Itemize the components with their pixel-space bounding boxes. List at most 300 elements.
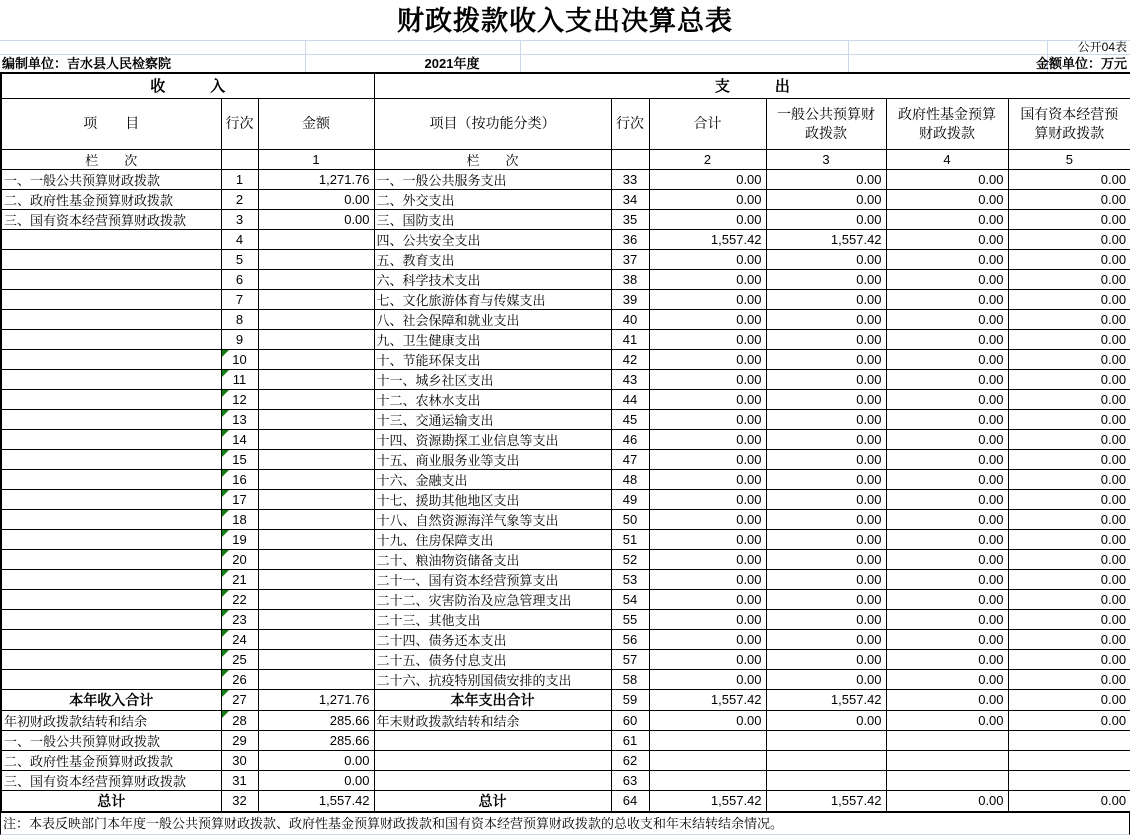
lane-col-1[interactable]: 1 (258, 149, 374, 169)
state-capital-amount-cell[interactable]: 0.00 (1008, 689, 1130, 710)
govt-fund-amount-cell[interactable]: 0.00 (886, 209, 1008, 229)
expenditure-row-no-cell[interactable]: 35 (611, 209, 649, 229)
income-row-no-cell[interactable]: 26 (221, 669, 258, 689)
income-item-cell[interactable] (1, 369, 221, 389)
income-amount-cell[interactable] (258, 449, 374, 469)
col-header-state-capital[interactable]: 国有资本经营预 算财政拨款 (1008, 98, 1130, 149)
expenditure-item-cell[interactable]: 七、文化旅游体育与传媒支出 (374, 289, 611, 309)
income-amount-cell[interactable] (258, 409, 374, 429)
expenditure-row-no-cell[interactable]: 41 (611, 329, 649, 349)
income-section-header[interactable]: 收 入 (1, 73, 374, 98)
govt-fund-amount-cell[interactable] (886, 750, 1008, 770)
income-amount-cell[interactable] (258, 489, 374, 509)
state-capital-amount-cell[interactable]: 0.00 (1008, 369, 1130, 389)
state-capital-amount-cell[interactable]: 0.00 (1008, 649, 1130, 669)
income-amount-cell[interactable] (258, 389, 374, 409)
general-budget-amount-cell[interactable]: 1,557.42 (766, 790, 886, 812)
income-row-no-cell[interactable]: 25 (221, 649, 258, 669)
state-capital-amount-cell[interactable]: 0.00 (1008, 509, 1130, 529)
state-capital-amount-cell[interactable]: 0.00 (1008, 409, 1130, 429)
govt-fund-amount-cell[interactable]: 0.00 (886, 249, 1008, 269)
lane-blank-1[interactable] (221, 149, 258, 169)
total-amount-cell[interactable]: 0.00 (649, 389, 766, 409)
expenditure-item-cell[interactable]: 二十二、灾害防治及应急管理支出 (374, 589, 611, 609)
general-budget-amount-cell[interactable]: 0.00 (766, 469, 886, 489)
general-budget-amount-cell[interactable]: 0.00 (766, 269, 886, 289)
expenditure-row-no-cell[interactable]: 42 (611, 349, 649, 369)
general-budget-amount-cell[interactable]: 0.00 (766, 569, 886, 589)
lane-blank-2[interactable] (611, 149, 649, 169)
govt-fund-amount-cell[interactable]: 0.00 (886, 269, 1008, 289)
income-row-no-cell[interactable]: 3 (221, 209, 258, 229)
expenditure-item-cell[interactable]: 年末财政拨款结转和结余 (374, 710, 611, 730)
total-amount-cell[interactable]: 0.00 (649, 429, 766, 449)
total-amount-cell[interactable]: 0.00 (649, 469, 766, 489)
income-row-no-cell[interactable]: 27 (221, 689, 258, 710)
general-budget-amount-cell[interactable] (766, 770, 886, 790)
income-row-no-cell[interactable]: 14 (221, 429, 258, 449)
expenditure-item-cell[interactable]: 二十六、抗疫特别国债安排的支出 (374, 669, 611, 689)
expenditure-row-no-cell[interactable]: 46 (611, 429, 649, 449)
state-capital-amount-cell[interactable]: 0.00 (1008, 609, 1130, 629)
income-row-no-cell[interactable]: 2 (221, 189, 258, 209)
total-amount-cell[interactable]: 0.00 (649, 269, 766, 289)
general-budget-amount-cell[interactable] (766, 730, 886, 750)
state-capital-amount-cell[interactable]: 0.00 (1008, 569, 1130, 589)
income-amount-cell[interactable]: 0.00 (258, 209, 374, 229)
govt-fund-amount-cell[interactable]: 0.00 (886, 609, 1008, 629)
general-budget-amount-cell[interactable]: 0.00 (766, 489, 886, 509)
state-capital-amount-cell[interactable]: 0.00 (1008, 589, 1130, 609)
income-amount-cell[interactable] (258, 269, 374, 289)
income-item-cell[interactable]: 二、政府性基金预算财政拨款 (1, 750, 221, 770)
total-amount-cell[interactable] (649, 750, 766, 770)
income-row-no-cell[interactable]: 28 (221, 710, 258, 730)
income-row-no-cell[interactable]: 21 (221, 569, 258, 589)
total-amount-cell[interactable]: 1,557.42 (649, 790, 766, 812)
income-item-cell[interactable] (1, 529, 221, 549)
expenditure-section-header[interactable]: 支 出 (374, 73, 1130, 98)
total-amount-cell[interactable]: 0.00 (649, 209, 766, 229)
expenditure-item-cell[interactable]: 十、节能环保支出 (374, 349, 611, 369)
total-amount-cell[interactable]: 0.00 (649, 489, 766, 509)
general-budget-amount-cell[interactable]: 0.00 (766, 289, 886, 309)
govt-fund-amount-cell[interactable] (886, 730, 1008, 750)
general-budget-amount-cell[interactable] (766, 750, 886, 770)
state-capital-amount-cell[interactable]: 0.00 (1008, 189, 1130, 209)
income-row-no-cell[interactable]: 9 (221, 329, 258, 349)
income-item-cell[interactable] (1, 229, 221, 249)
income-row-no-cell[interactable]: 10 (221, 349, 258, 369)
income-item-cell[interactable] (1, 669, 221, 689)
expenditure-row-no-cell[interactable]: 58 (611, 669, 649, 689)
expenditure-item-cell[interactable]: 三、国防支出 (374, 209, 611, 229)
income-amount-cell[interactable] (258, 309, 374, 329)
total-amount-cell[interactable]: 0.00 (649, 629, 766, 649)
expenditure-row-no-cell[interactable]: 50 (611, 509, 649, 529)
expenditure-item-cell[interactable]: 十五、商业服务业等支出 (374, 449, 611, 469)
expenditure-row-no-cell[interactable]: 56 (611, 629, 649, 649)
expenditure-row-no-cell[interactable]: 43 (611, 369, 649, 389)
income-row-no-cell[interactable]: 7 (221, 289, 258, 309)
total-amount-cell[interactable]: 0.00 (649, 169, 766, 189)
state-capital-amount-cell[interactable]: 0.00 (1008, 269, 1130, 289)
state-capital-amount-cell[interactable] (1008, 770, 1130, 790)
state-capital-amount-cell[interactable] (1008, 730, 1130, 750)
income-item-cell[interactable]: 一、一般公共预算财政拨款 (1, 730, 221, 750)
expenditure-item-cell[interactable]: 二、外交支出 (374, 189, 611, 209)
state-capital-amount-cell[interactable]: 0.00 (1008, 449, 1130, 469)
state-capital-amount-cell[interactable]: 0.00 (1008, 710, 1130, 730)
expenditure-item-cell[interactable]: 一、一般公共服务支出 (374, 169, 611, 189)
general-budget-amount-cell[interactable]: 0.00 (766, 629, 886, 649)
income-item-cell[interactable] (1, 469, 221, 489)
general-budget-amount-cell[interactable]: 0.00 (766, 609, 886, 629)
income-item-cell[interactable]: 二、政府性基金预算财政拨款 (1, 189, 221, 209)
expenditure-item-cell[interactable]: 二十五、债务付息支出 (374, 649, 611, 669)
expenditure-row-no-cell[interactable]: 44 (611, 389, 649, 409)
expenditure-row-no-cell[interactable]: 64 (611, 790, 649, 812)
total-amount-cell[interactable]: 0.00 (649, 529, 766, 549)
total-amount-cell[interactable]: 1,557.42 (649, 229, 766, 249)
expenditure-item-cell[interactable]: 十七、援助其他地区支出 (374, 489, 611, 509)
govt-fund-amount-cell[interactable]: 0.00 (886, 689, 1008, 710)
expenditure-row-no-cell[interactable]: 52 (611, 549, 649, 569)
expenditure-row-no-cell[interactable]: 40 (611, 309, 649, 329)
expenditure-item-cell[interactable]: 六、科学技术支出 (374, 269, 611, 289)
expenditure-row-no-cell[interactable]: 54 (611, 589, 649, 609)
govt-fund-amount-cell[interactable]: 0.00 (886, 529, 1008, 549)
income-row-no-cell[interactable]: 24 (221, 629, 258, 649)
state-capital-amount-cell[interactable]: 0.00 (1008, 469, 1130, 489)
state-capital-amount-cell[interactable]: 0.00 (1008, 429, 1130, 449)
general-budget-amount-cell[interactable]: 0.00 (766, 389, 886, 409)
govt-fund-amount-cell[interactable]: 0.00 (886, 409, 1008, 429)
expenditure-row-no-cell[interactable]: 33 (611, 169, 649, 189)
govt-fund-amount-cell[interactable]: 0.00 (886, 710, 1008, 730)
expenditure-item-cell[interactable]: 十一、城乡社区支出 (374, 369, 611, 389)
expenditure-item-cell[interactable]: 十四、资源勘探工业信息等支出 (374, 429, 611, 449)
expenditure-row-no-cell[interactable]: 59 (611, 689, 649, 710)
lane-col-2[interactable]: 2 (649, 149, 766, 169)
income-amount-cell[interactable] (258, 549, 374, 569)
lane-label-expenditure[interactable]: 栏 次 (374, 149, 611, 169)
income-amount-cell[interactable]: 0.00 (258, 189, 374, 209)
income-row-no-cell[interactable]: 16 (221, 469, 258, 489)
income-amount-cell[interactable] (258, 609, 374, 629)
income-item-cell[interactable] (1, 649, 221, 669)
col-header-amount[interactable]: 金额 (258, 98, 374, 149)
general-budget-amount-cell[interactable]: 0.00 (766, 649, 886, 669)
expenditure-item-cell[interactable]: 十六、金融支出 (374, 469, 611, 489)
expenditure-item-cell[interactable]: 十二、农林水支出 (374, 389, 611, 409)
state-capital-amount-cell[interactable]: 0.00 (1008, 489, 1130, 509)
state-capital-amount-cell[interactable]: 0.00 (1008, 549, 1130, 569)
income-amount-cell[interactable]: 0.00 (258, 770, 374, 790)
govt-fund-amount-cell[interactable]: 0.00 (886, 329, 1008, 349)
state-capital-amount-cell[interactable]: 0.00 (1008, 249, 1130, 269)
govt-fund-amount-cell[interactable]: 0.00 (886, 189, 1008, 209)
income-row-no-cell[interactable]: 30 (221, 750, 258, 770)
govt-fund-amount-cell[interactable]: 0.00 (886, 669, 1008, 689)
total-amount-cell[interactable]: 0.00 (649, 329, 766, 349)
govt-fund-amount-cell[interactable]: 0.00 (886, 169, 1008, 189)
income-amount-cell[interactable] (258, 369, 374, 389)
expenditure-row-no-cell[interactable]: 34 (611, 189, 649, 209)
income-row-no-cell[interactable]: 29 (221, 730, 258, 750)
general-budget-amount-cell[interactable]: 1,557.42 (766, 689, 886, 710)
total-amount-cell[interactable]: 0.00 (649, 289, 766, 309)
col-header-total[interactable]: 合计 (649, 98, 766, 149)
state-capital-amount-cell[interactable]: 0.00 (1008, 529, 1130, 549)
govt-fund-amount-cell[interactable]: 0.00 (886, 289, 1008, 309)
income-row-no-cell[interactable]: 32 (221, 790, 258, 812)
state-capital-amount-cell[interactable]: 0.00 (1008, 790, 1130, 812)
state-capital-amount-cell[interactable]: 0.00 (1008, 309, 1130, 329)
income-amount-cell[interactable]: 0.00 (258, 750, 374, 770)
govt-fund-amount-cell[interactable]: 0.00 (886, 229, 1008, 249)
income-row-no-cell[interactable]: 12 (221, 389, 258, 409)
general-budget-amount-cell[interactable]: 0.00 (766, 429, 886, 449)
income-amount-cell[interactable]: 1,557.42 (258, 790, 374, 812)
total-amount-cell[interactable]: 0.00 (649, 349, 766, 369)
expenditure-item-cell[interactable]: 五、教育支出 (374, 249, 611, 269)
income-row-no-cell[interactable]: 6 (221, 269, 258, 289)
income-item-cell[interactable] (1, 389, 221, 409)
expenditure-row-no-cell[interactable]: 60 (611, 710, 649, 730)
expenditure-row-no-cell[interactable]: 53 (611, 569, 649, 589)
total-amount-cell[interactable]: 0.00 (649, 669, 766, 689)
total-amount-cell[interactable]: 0.00 (649, 609, 766, 629)
govt-fund-amount-cell[interactable]: 0.00 (886, 369, 1008, 389)
total-amount-cell[interactable]: 0.00 (649, 189, 766, 209)
total-amount-cell[interactable]: 0.00 (649, 509, 766, 529)
income-item-cell[interactable] (1, 429, 221, 449)
income-item-cell[interactable]: 一、一般公共预算财政拨款 (1, 169, 221, 189)
expenditure-item-cell[interactable]: 十三、交通运输支出 (374, 409, 611, 429)
income-item-cell[interactable] (1, 349, 221, 369)
expenditure-item-cell[interactable]: 八、社会保障和就业支出 (374, 309, 611, 329)
expenditure-row-no-cell[interactable]: 55 (611, 609, 649, 629)
govt-fund-amount-cell[interactable]: 0.00 (886, 629, 1008, 649)
total-amount-cell[interactable]: 0.00 (649, 710, 766, 730)
general-budget-amount-cell[interactable]: 0.00 (766, 409, 886, 429)
govt-fund-amount-cell[interactable]: 0.00 (886, 469, 1008, 489)
income-item-cell[interactable] (1, 269, 221, 289)
income-amount-cell[interactable] (258, 469, 374, 489)
income-row-no-cell[interactable]: 8 (221, 309, 258, 329)
expenditure-item-cell[interactable] (374, 730, 611, 750)
expenditure-row-no-cell[interactable]: 36 (611, 229, 649, 249)
expenditure-row-no-cell[interactable]: 49 (611, 489, 649, 509)
income-item-cell[interactable] (1, 329, 221, 349)
total-amount-cell[interactable]: 0.00 (649, 589, 766, 609)
col-header-govt-fund[interactable]: 政府性基金预算 财政拨款 (886, 98, 1008, 149)
income-item-cell[interactable] (1, 409, 221, 429)
total-amount-cell[interactable]: 0.00 (649, 249, 766, 269)
income-row-no-cell[interactable]: 20 (221, 549, 258, 569)
income-row-no-cell[interactable]: 15 (221, 449, 258, 469)
income-item-cell[interactable] (1, 449, 221, 469)
general-budget-amount-cell[interactable]: 0.00 (766, 249, 886, 269)
income-amount-cell[interactable] (258, 649, 374, 669)
income-row-no-cell[interactable]: 23 (221, 609, 258, 629)
general-budget-amount-cell[interactable]: 0.00 (766, 349, 886, 369)
income-row-no-cell[interactable]: 13 (221, 409, 258, 429)
income-item-cell[interactable] (1, 569, 221, 589)
general-budget-amount-cell[interactable]: 0.00 (766, 669, 886, 689)
expenditure-row-no-cell[interactable]: 39 (611, 289, 649, 309)
income-amount-cell[interactable]: 1,271.76 (258, 169, 374, 189)
expenditure-row-no-cell[interactable]: 62 (611, 750, 649, 770)
lane-label-income[interactable]: 栏 次 (1, 149, 221, 169)
expenditure-item-cell[interactable]: 四、公共安全支出 (374, 229, 611, 249)
income-amount-cell[interactable]: 1,271.76 (258, 689, 374, 710)
income-item-cell[interactable] (1, 249, 221, 269)
income-amount-cell[interactable] (258, 629, 374, 649)
expenditure-row-no-cell[interactable]: 48 (611, 469, 649, 489)
govt-fund-amount-cell[interactable]: 0.00 (886, 389, 1008, 409)
state-capital-amount-cell[interactable]: 0.00 (1008, 669, 1130, 689)
expenditure-item-cell[interactable] (374, 750, 611, 770)
income-item-cell[interactable]: 三、国有资本经营预算财政拨款 (1, 209, 221, 229)
income-item-cell[interactable]: 三、国有资本经营预算财政拨款 (1, 770, 221, 790)
govt-fund-amount-cell[interactable]: 0.00 (886, 449, 1008, 469)
general-budget-amount-cell[interactable]: 0.00 (766, 309, 886, 329)
income-row-no-cell[interactable]: 1 (221, 169, 258, 189)
income-item-cell[interactable] (1, 629, 221, 649)
expenditure-item-cell[interactable]: 二十四、债务还本支出 (374, 629, 611, 649)
govt-fund-amount-cell[interactable]: 0.00 (886, 589, 1008, 609)
income-row-no-cell[interactable]: 5 (221, 249, 258, 269)
state-capital-amount-cell[interactable]: 0.00 (1008, 349, 1130, 369)
govt-fund-amount-cell[interactable]: 0.00 (886, 429, 1008, 449)
total-amount-cell[interactable]: 0.00 (649, 309, 766, 329)
expenditure-item-cell[interactable]: 本年支出合计 (374, 689, 611, 710)
income-amount-cell[interactable] (258, 329, 374, 349)
expenditure-row-no-cell[interactable]: 38 (611, 269, 649, 289)
general-budget-amount-cell[interactable]: 0.00 (766, 509, 886, 529)
lane-col-4[interactable]: 4 (886, 149, 1008, 169)
income-amount-cell[interactable] (258, 529, 374, 549)
expenditure-row-no-cell[interactable]: 61 (611, 730, 649, 750)
income-amount-cell[interactable] (258, 569, 374, 589)
expenditure-item-cell[interactable]: 十九、住房保障支出 (374, 529, 611, 549)
general-budget-amount-cell[interactable]: 0.00 (766, 549, 886, 569)
income-amount-cell[interactable] (258, 229, 374, 249)
general-budget-amount-cell[interactable]: 0.00 (766, 449, 886, 469)
income-amount-cell[interactable] (258, 349, 374, 369)
income-item-cell[interactable]: 年初财政拨款结转和结余 (1, 710, 221, 730)
general-budget-amount-cell[interactable]: 0.00 (766, 329, 886, 349)
income-row-no-cell[interactable]: 17 (221, 489, 258, 509)
expenditure-item-cell[interactable] (374, 770, 611, 790)
income-amount-cell[interactable] (258, 669, 374, 689)
general-budget-amount-cell[interactable]: 0.00 (766, 169, 886, 189)
general-budget-amount-cell[interactable]: 1,557.42 (766, 229, 886, 249)
income-row-no-cell[interactable]: 19 (221, 529, 258, 549)
income-item-cell[interactable]: 总计 (1, 790, 221, 812)
income-item-cell[interactable]: 本年收入合计 (1, 689, 221, 710)
col-header-item-func[interactable]: 项目（按功能分类） (374, 98, 611, 149)
income-amount-cell[interactable] (258, 509, 374, 529)
total-amount-cell[interactable]: 0.00 (649, 449, 766, 469)
govt-fund-amount-cell[interactable]: 0.00 (886, 549, 1008, 569)
income-row-no-cell[interactable]: 31 (221, 770, 258, 790)
general-budget-amount-cell[interactable]: 0.00 (766, 189, 886, 209)
income-amount-cell[interactable] (258, 589, 374, 609)
income-row-no-cell[interactable]: 11 (221, 369, 258, 389)
total-amount-cell[interactable]: 0.00 (649, 409, 766, 429)
income-amount-cell[interactable] (258, 289, 374, 309)
govt-fund-amount-cell[interactable]: 0.00 (886, 349, 1008, 369)
income-row-no-cell[interactable]: 18 (221, 509, 258, 529)
income-amount-cell[interactable] (258, 249, 374, 269)
state-capital-amount-cell[interactable] (1008, 750, 1130, 770)
lane-col-5[interactable]: 5 (1008, 149, 1130, 169)
state-capital-amount-cell[interactable]: 0.00 (1008, 629, 1130, 649)
col-header-item[interactable]: 项 目 (1, 98, 221, 149)
general-budget-amount-cell[interactable]: 0.00 (766, 369, 886, 389)
expenditure-item-cell[interactable]: 九、卫生健康支出 (374, 329, 611, 349)
total-amount-cell[interactable]: 0.00 (649, 369, 766, 389)
expenditure-row-no-cell[interactable]: 37 (611, 249, 649, 269)
general-budget-amount-cell[interactable]: 0.00 (766, 529, 886, 549)
income-row-no-cell[interactable]: 4 (221, 229, 258, 249)
col-header-row-no2[interactable]: 行次 (611, 98, 649, 149)
expenditure-row-no-cell[interactable]: 57 (611, 649, 649, 669)
expenditure-item-cell[interactable]: 二十三、其他支出 (374, 609, 611, 629)
expenditure-item-cell[interactable]: 二十、粮油物资储备支出 (374, 549, 611, 569)
state-capital-amount-cell[interactable]: 0.00 (1008, 389, 1130, 409)
expenditure-item-cell[interactable]: 总计 (374, 790, 611, 812)
expenditure-row-no-cell[interactable]: 45 (611, 409, 649, 429)
expenditure-row-no-cell[interactable]: 51 (611, 529, 649, 549)
income-item-cell[interactable] (1, 549, 221, 569)
govt-fund-amount-cell[interactable]: 0.00 (886, 309, 1008, 329)
state-capital-amount-cell[interactable]: 0.00 (1008, 209, 1130, 229)
govt-fund-amount-cell[interactable]: 0.00 (886, 790, 1008, 812)
col-header-general-budget[interactable]: 一般公共预算财 政拨款 (766, 98, 886, 149)
expenditure-item-cell[interactable]: 二十一、国有资本经营预算支出 (374, 569, 611, 589)
state-capital-amount-cell[interactable]: 0.00 (1008, 289, 1130, 309)
col-header-row-no[interactable]: 行次 (221, 98, 258, 149)
govt-fund-amount-cell[interactable] (886, 770, 1008, 790)
total-amount-cell[interactable]: 0.00 (649, 569, 766, 589)
expenditure-row-no-cell[interactable]: 47 (611, 449, 649, 469)
total-amount-cell[interactable] (649, 770, 766, 790)
general-budget-amount-cell[interactable]: 0.00 (766, 209, 886, 229)
general-budget-amount-cell[interactable]: 0.00 (766, 589, 886, 609)
income-item-cell[interactable] (1, 489, 221, 509)
total-amount-cell[interactable]: 0.00 (649, 549, 766, 569)
govt-fund-amount-cell[interactable]: 0.00 (886, 569, 1008, 589)
state-capital-amount-cell[interactable]: 0.00 (1008, 169, 1130, 189)
income-item-cell[interactable] (1, 309, 221, 329)
state-capital-amount-cell[interactable]: 0.00 (1008, 329, 1130, 349)
state-capital-amount-cell[interactable]: 0.00 (1008, 229, 1130, 249)
general-budget-amount-cell[interactable]: 0.00 (766, 710, 886, 730)
expenditure-row-no-cell[interactable]: 63 (611, 770, 649, 790)
income-amount-cell[interactable]: 285.66 (258, 710, 374, 730)
total-amount-cell[interactable]: 1,557.42 (649, 689, 766, 710)
govt-fund-amount-cell[interactable]: 0.00 (886, 649, 1008, 669)
expenditure-item-cell[interactable]: 十八、自然资源海洋气象等支出 (374, 509, 611, 529)
income-item-cell[interactable] (1, 509, 221, 529)
income-row-no-cell[interactable]: 22 (221, 589, 258, 609)
total-amount-cell[interactable] (649, 730, 766, 750)
income-amount-cell[interactable]: 285.66 (258, 730, 374, 750)
